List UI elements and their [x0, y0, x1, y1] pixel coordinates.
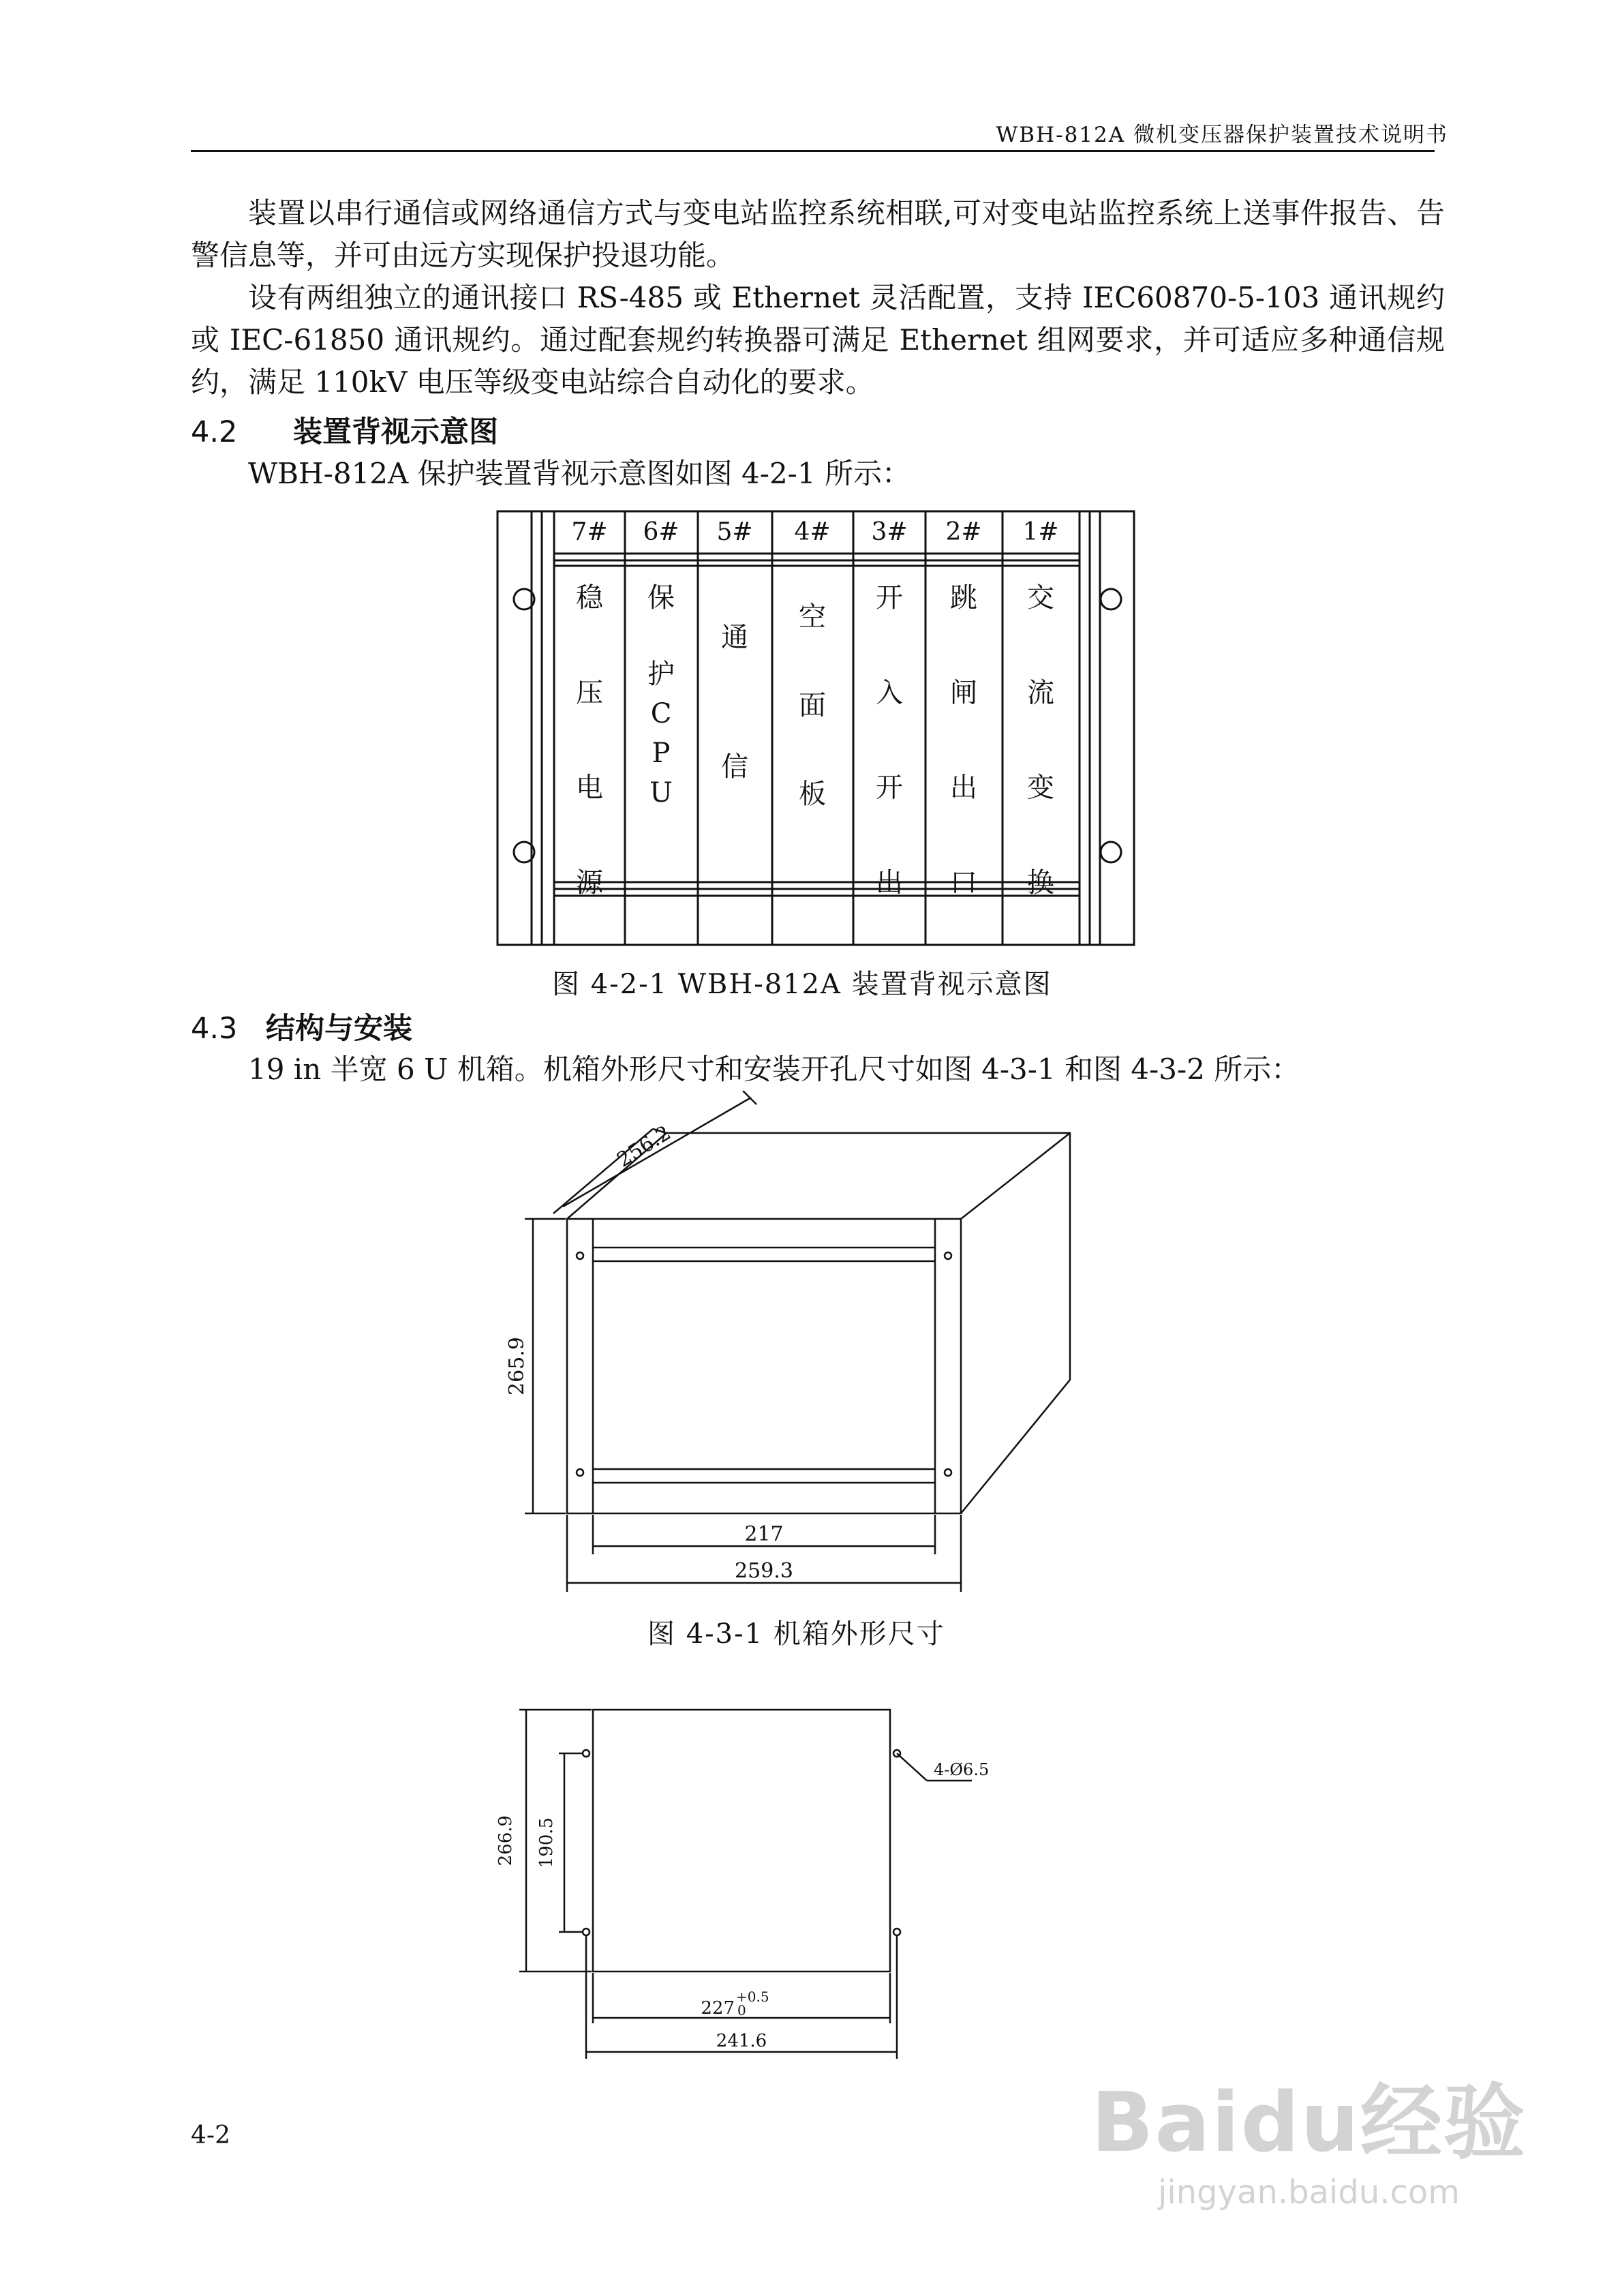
section-title: 装置背视示意图 — [293, 415, 498, 449]
figure-caption-4-3-1: 图 4-3-1 机箱外形尺寸 — [647, 1618, 945, 1650]
slot-number: 3# — [871, 518, 908, 546]
height-dimension: 265.9 — [505, 1337, 529, 1395]
section-number: 4.3 — [191, 1012, 238, 1046]
tolerance-minus: 0 — [737, 2002, 746, 2019]
hole-note: 4-Ø6.5 — [934, 1760, 990, 1779]
paragraph-1: 装置以串行通信或网络通信方式与变电站监控系统相联,可对变电站监控系统上送事件报告、告警信息等，并可由远方实现保护投退功能。 — [191, 196, 1445, 272]
section-intro-4-2 — [191, 453, 1445, 495]
slot-number: 7# — [571, 518, 608, 546]
depth-dimension: 256.2 — [613, 1121, 675, 1173]
paragraph-2: 设有两组独立的通讯接口 RS-485 或 Ethernet 灵活配置，支持 IEC60870-5-103 通讯规约或 IEC-61850 通讯规约。通过配套规约转换器可满足 Ethernet 组网要求，并可适应多种通信规约，满足 110kV 电压等级变电站综合自动化的要求。 — [191, 281, 1445, 399]
page-number: 4-2 — [191, 2121, 230, 2149]
outer-width-dimension: 241.6 — [716, 2031, 767, 2051]
chassis-dimension-drawing — [484, 1091, 1138, 1595]
slot-label: 通信 — [721, 622, 748, 783]
cutout-width-dimension: 227 — [701, 1998, 735, 2019]
hole-spacing-dimension: 190.5 — [536, 1817, 557, 1869]
slot-number: 6# — [643, 518, 679, 546]
slot-number: 2# — [945, 518, 982, 546]
intro-text: 19 in 半宽 6 U 机箱。机箱外形尺寸和安装开孔尺寸如图 4-3-1 和图 4-3-2 所示： — [248, 1053, 1300, 1086]
header-rule — [191, 150, 1435, 152]
watermark-logo: Baidu经验 — [1091, 2076, 1527, 2171]
watermark-url: jingyan.baidu.com — [1158, 2173, 1460, 2211]
body-text — [191, 192, 1445, 404]
slot-label: 保护 C P U — [647, 582, 675, 809]
slot-labels — [576, 582, 1054, 898]
slot-label: 开入开出 — [876, 582, 903, 898]
slot-label: 空面板 — [799, 601, 826, 810]
slot-label: 稳压电源 — [576, 582, 603, 898]
slot-label: 交流变换 — [1027, 582, 1054, 898]
slot-label: 跳闸出口 — [950, 582, 977, 898]
section-intro-4-3 — [191, 1048, 1445, 1091]
header-title: WBH-812A 微机变压器保护装置技术说明书 — [996, 123, 1448, 147]
rear-view-diagram — [496, 510, 1137, 948]
slot-number: 5# — [716, 518, 753, 546]
section-number: 4.2 — [191, 415, 238, 449]
baidu-watermark — [1091, 2076, 1527, 2211]
slot-number: 1# — [1022, 518, 1059, 546]
mount-hole-icon — [1101, 589, 1121, 609]
section-heading-4-2 — [191, 409, 498, 451]
inner-width-dimension: 217 — [744, 1522, 784, 1546]
slot-number: 4# — [794, 518, 831, 546]
intro-text: WBH-812A 保护装置背视示意图如图 4-2-1 所示： — [248, 457, 911, 490]
figure-caption-4-2-1: 图 4-2-1 WBH-812A 装置背视示意图 — [552, 969, 1052, 1000]
tolerance-plus: +0.5 — [736, 1989, 769, 2005]
section-heading-4-3 — [191, 1006, 412, 1047]
section-title: 结构与安装 — [266, 1012, 412, 1046]
cutout-dimension-drawing — [484, 1704, 1002, 2072]
outer-width-dimension: 259.3 — [735, 1559, 793, 1583]
mount-hole-icon — [1101, 842, 1121, 862]
cutout-height-dimension: 266.9 — [495, 1815, 516, 1867]
